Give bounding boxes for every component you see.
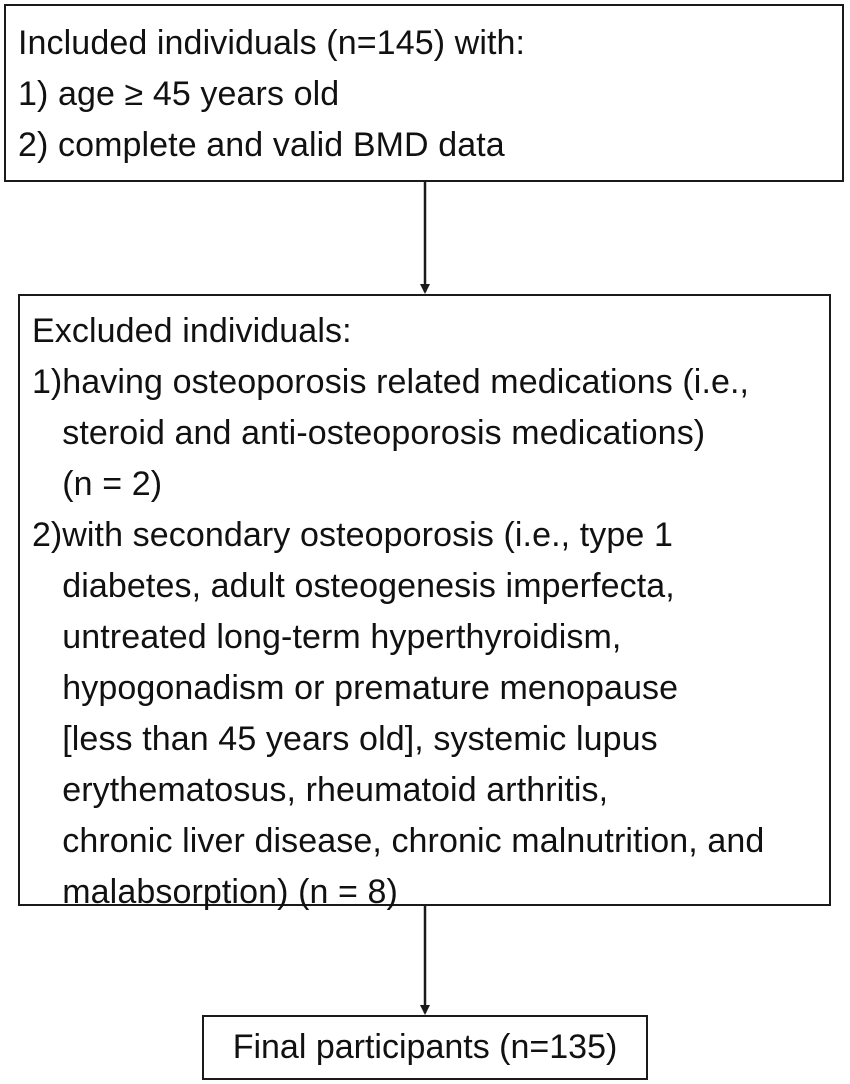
inclusion-title: Included individuals (n=145) with: [18,24,526,62]
exclusion-criterion-2-line: erythematosus, rheumatoid arthritis, [62,771,609,809]
exclusion-criterion-1-count: (n = 2) [62,465,163,503]
exclusion-criterion-2-number: 2) [32,516,63,554]
inclusion-criterion-1: 1) age ≥ 45 years old [18,75,340,113]
final-participants-label: Final participants (n=135) [232,1028,618,1066]
exclusion-criterion-2-line: chronic liver disease, chronic malnutrition, and [62,822,765,860]
exclusion-criterion-2-line: with secondary osteoporosis (i.e., type 1 [62,516,673,554]
exclusion-criterion-2-line: [less than 45 years old], systemic lupus [62,720,658,758]
exclusion-criterion-2-line: untreated long-term hyperthyroidism, [62,618,622,656]
exclusion-criterion-2-line: diabetes, adult osteogenesis imperfecta, [62,567,675,605]
exclusion-criterion-1-line: steroid and anti-osteoporosis medications) [62,414,706,452]
exclusion-criterion-1-line: having osteoporosis related medications (i.e., [62,363,750,401]
exclusion-title: Excluded individuals: [32,312,352,350]
exclusion-criterion-2-count: malabsorption) (n = 8) [62,873,398,911]
exclusion-criterion-2-line: hypogonadism or premature menopause [62,669,679,707]
exclusion-criterion-1-number: 1) [32,363,63,401]
inclusion-criterion-2: 2) complete and valid BMD data [18,126,505,164]
